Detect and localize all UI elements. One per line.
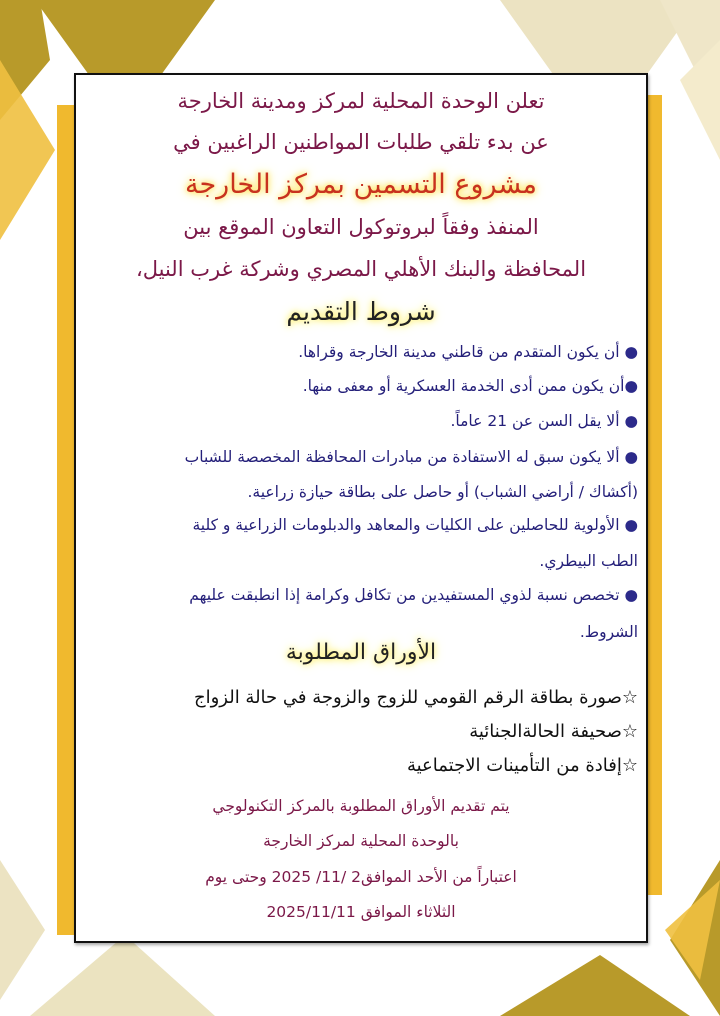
condition-item: ● ألا يكون سبق له الاستفادة من مبادرات المحافظة المخصصة للشباب (184, 448, 638, 466)
bullet-icon: ● (624, 586, 638, 604)
intro-line: عن بدء تلقي طلبات المواطنين الراغبين في (173, 130, 549, 154)
star-icon: ☆ (621, 755, 638, 776)
intro-line: المنفذ وفقاً لبروتوكول التعاون الموقع بين (183, 215, 539, 239)
star-icon: ☆ (621, 721, 638, 742)
intro-line: المحافظة والبنك الأهلي المصري وشركة غرب النيل، (135, 257, 587, 281)
bullet-icon: ● (624, 516, 638, 534)
bullet-icon: ● (624, 343, 638, 361)
document-item: ☆إفادة من التأمينات الاجتماعية (406, 755, 638, 776)
condition-item-continued: الشروط. (579, 623, 638, 641)
conditions-heading: شروط التقديم (286, 297, 436, 326)
announcement-frame (74, 73, 648, 943)
condition-item: ● ألا يقل السن عن 21 عاماً. (450, 412, 638, 430)
condition-item-continued: (أكشاك / أراضي الشباب) أو حاصل على بطاقة حيازة زراعية. (247, 483, 638, 501)
star-icon: ☆ (621, 687, 638, 708)
bullet-icon: ● (624, 412, 638, 430)
condition-item: ●أن يكون ممن أدى الخدمة العسكرية أو معفى منها. (302, 377, 638, 395)
document-item: ☆صورة بطاقة الرقم القومي للزوج والزوجة في حالة الزواج (193, 687, 638, 708)
left-accent-bar (57, 105, 75, 935)
footer-line: الثلاثاء الموافق 2025/11/11 (266, 903, 456, 921)
document-item: ☆صحيفة الحالةالجنائية (469, 721, 638, 742)
footer-line: اعتباراً من الأحد الموافق2 /11/ 2025 وحتى يوم (205, 868, 517, 886)
intro-line: تعلن الوحدة المحلية لمركز ومدينة الخارجة (177, 89, 545, 113)
condition-item: ● الأولوية للحاصلين على الكليات والمعاهد والدبلومات الزراعية و كلية (192, 516, 638, 534)
condition-item: ● تخصص نسبة لذوي المستفيدين من تكافل وكرامة إذا انطبقت عليهم (189, 586, 638, 604)
documents-heading: الأوراق المطلوبة (285, 640, 437, 665)
condition-item-continued: الطب البيطري. (539, 552, 638, 570)
condition-item: ● أن يكون المتقدم من قاطني مدينة الخارجة وقراها. (298, 343, 638, 361)
project-title: مشروع التسمين بمركز الخارجة (185, 169, 537, 200)
footer-line: يتم تقديم الأوراق المطلوبة بالمركز التكنولوجي (212, 797, 510, 815)
footer-line: بالوحدة المحلية لمركز الخارجة (263, 832, 459, 850)
bullet-icon: ● (624, 448, 638, 466)
bullet-icon: ● (624, 377, 638, 395)
right-accent-bar (646, 95, 662, 895)
